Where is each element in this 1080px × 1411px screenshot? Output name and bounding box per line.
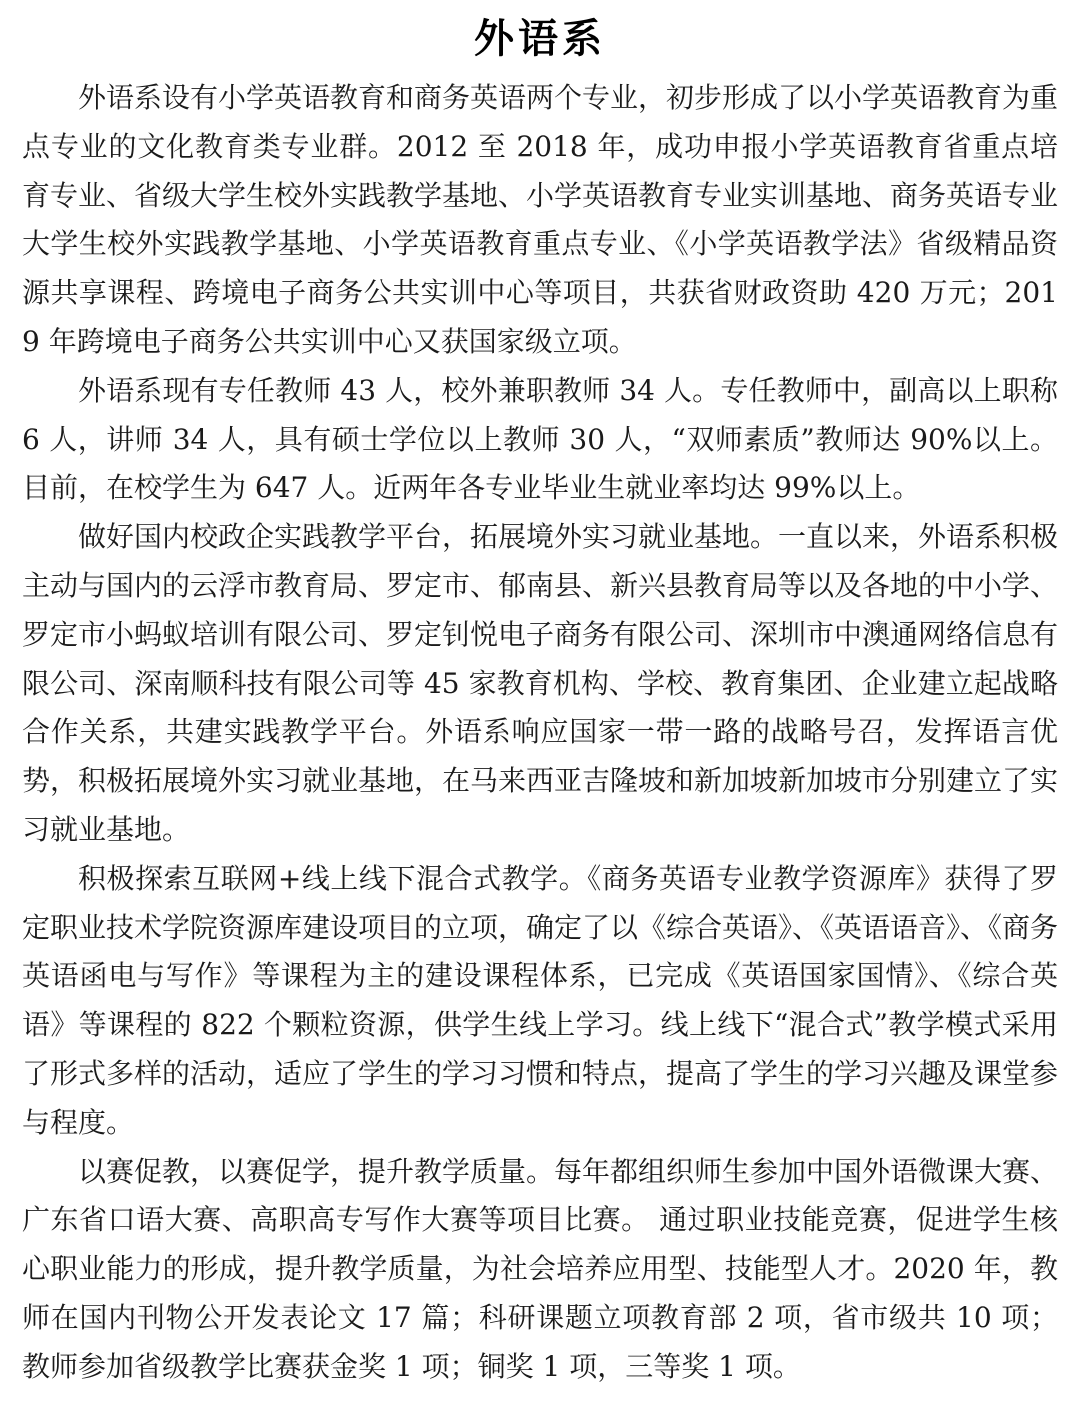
paragraph-partnerships: 做好国内校政企实践教学平台，拓展境外实习就业基地。一直以来，外语系积极主动与国内的云浮市教育局、罗定市、郁南县、新兴县教育局等以及各地的中小学、罗定市小蚂蚁培训有限公司、罗定钊悦电子商务有限公司、深圳市中澳通网络信息有限公司、深南顺科技有限公司等 45 家教育机构、学校、教育集团、企业建立起战略合作关系，共建实践教学平台。外语系响应国家一带一路的战略号召，发挥语言优势，积极拓展境外实习就业基地，在马来西亚吉隆坡和新加坡新加坡市分别建立了实习就业基地。 xyxy=(22,520,1059,846)
paragraph-competitions: 以赛促教，以赛促学，提升教学质量。每年都组织师生参加中国外语微课大赛、广东省口语大赛、高职高专写作大赛等项目比赛。 通过职业技能竞赛，促进学生核心职业能力的形成，提升教学质量，为社会培养应用型、技能型人才。2020 年，教师在国内刊物公开发表论文 17 篇；科研课题立项教育部 2 项，省市级共 10 项；教师参加省级教学比赛获金奖 1 项；铜奖 1 项，三等奖 1 项。 xyxy=(22,1154,1059,1383)
paragraph-intro: 外语系设有小学英语教育和商务英语两个专业，初步形成了以小学英语教育为重点专业的文化教育类专业群。2012 至 2018 年，成功申报小学英语教育省重点培育专业、省级大学生校外实践教学基地、小学英语教育专业实训基地、商务英语专业大学生校外实践教学基地、小学英语教育重点专业、《小学英语教学法》省级精品资源共享课程、跨境电子商务公共实训中心等项目，共获省财政资助 420 万元；2019 年跨境电子商务公共实训中心又获国家级立项。 xyxy=(22,81,1059,358)
document-page xyxy=(22,10,1058,1392)
page-title: 外语系 xyxy=(474,16,606,62)
paragraph-blended-teaching: 积极探索互联网+线上线下混合式教学。《商务英语专业教学资源库》获得了罗定职业技术学院资源库建设项目的立项，确定了以《综合英语》、《英语语音》、《商务英语函电与写作》等课程为主的建设课程体系，已完成《英语国家国情》、《综合英语》等课程的 822 个颗粒资源，供学生线上学习。线上线下“混合式”教学模式采用了形式多样的活动，适应了学生的学习习惯和特点，提高了学生的学习兴趣及课堂参与程度。 xyxy=(22,861,1059,1139)
paragraph-faculty: 外语系现有专任教师 43 人，校外兼职教师 34 人。专任教师中，副高以上职称 6 人，讲师 34 人，具有硕士学位以上教师 30 人，“双师素质”教师达 90%以上。目前，在校学生为 647 人。近两年各专业毕业生就业率均达 99%以上。 xyxy=(22,373,1058,505)
